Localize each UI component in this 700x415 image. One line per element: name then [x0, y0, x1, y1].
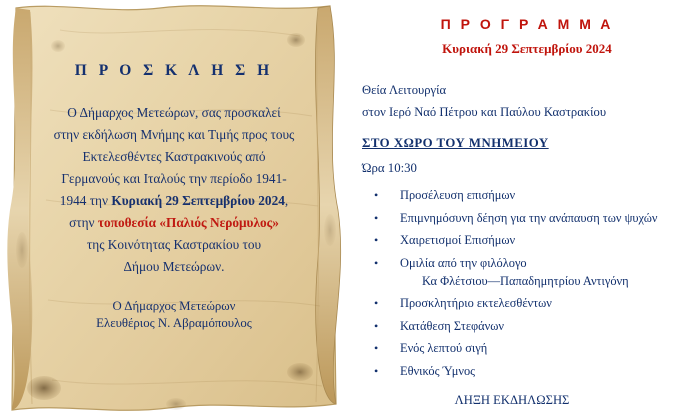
- list-item: [362, 341, 692, 356]
- bullet-icon: •: [374, 210, 379, 225]
- list-item-sublabel: Κα Φλέτσιου—Παπαδημητρίου Αντιγόνη: [422, 273, 629, 288]
- list-item: [362, 188, 692, 203]
- programme-church: στον Ιερό Ναό Πέτρου και Παύλου Καστρακίου: [362, 105, 607, 119]
- list-item: [362, 211, 692, 226]
- list-item: [362, 296, 692, 311]
- invitation-line-2: στην εκδήλωση Μνήμης και Τιμής προς τους: [53, 127, 295, 142]
- invitation-body: [28, 102, 320, 278]
- bullet-icon: •: [374, 341, 379, 355]
- bullet-icon: •: [374, 296, 379, 310]
- programme-end-label: ΛΗΞΗ ΕΚΔΗΛΩΣΗΣ: [454, 393, 570, 407]
- invitation-line-1: Ο Δήμαρχος Μετεώρων, σας προσκαλεί: [67, 105, 281, 120]
- bullet-icon: •: [374, 255, 379, 270]
- bullet-icon: •: [374, 188, 379, 202]
- bullet-icon: •: [374, 233, 379, 247]
- list-item-label: Ενός λεπτού σιγή: [400, 341, 488, 355]
- invitation-line-3: Εκτελεσθέντες Καστρακινούς από: [82, 149, 266, 164]
- invitation-line-8: Δήμου Μετεώρων.: [123, 259, 225, 274]
- signature-role: Ο Δήμαρχος Μετεώρων: [112, 299, 236, 313]
- signature-name: Ελευθέριος Ν. Αβραμόπουλος: [96, 316, 252, 330]
- list-item: [362, 256, 692, 289]
- invitation-title: Π Ρ Ο Σ Κ Λ Η Σ Η: [74, 62, 274, 79]
- invitation-scroll: [0, 0, 348, 415]
- list-item-label: Προσέλευση επισήμων: [400, 188, 516, 202]
- programme-title: Π Ρ Ο Γ Ρ Α Μ Μ Α: [440, 16, 614, 32]
- invitation-line-5: [28, 190, 320, 212]
- list-item-label: Ομιλία από την φιλόλογο: [400, 255, 527, 270]
- list-item: [362, 364, 692, 379]
- invitation-line-7: της Κοινότητας Καστρακίου του: [86, 237, 262, 252]
- list-item-label: Εθνικός Ύμνος: [400, 363, 476, 378]
- list-item: [362, 319, 692, 334]
- list-item-label: Χαιρετισμοί Επισήμων: [400, 233, 516, 247]
- list-item-label: Κατάθεση Στεφάνων: [400, 318, 505, 333]
- programme-panel: [362, 0, 692, 415]
- list-item-label: Προσκλητήριο εκτελεσθέντων: [400, 296, 552, 310]
- programme-time: Ώρα 10:30: [362, 161, 417, 175]
- invitation-event-date: Κυριακή 29 Σεπτεμβρίου 2024: [111, 193, 285, 208]
- invitation-line-6-prefix: στην: [69, 215, 98, 230]
- bullet-icon: •: [374, 363, 379, 378]
- list-item-label: Επιμνημόσυνη δέηση για την ανάπαυση των ψυχών: [400, 210, 658, 225]
- programme-item-list: [362, 188, 692, 379]
- invitation-line-5-suffix: ,: [284, 193, 289, 208]
- invitation-location: τοποθεσία «Παλιός Νερόμυλος»: [97, 215, 279, 230]
- bullet-icon: •: [374, 318, 379, 333]
- list-item: [362, 233, 692, 248]
- programme-date: Κυριακή 29 Σεπτεμβρίου 2024: [442, 41, 612, 56]
- programme-venue-heading: ΣΤΟ ΧΩΡΟ ΤΟΥ ΜΝΗΜΕΙΟΥ: [362, 136, 549, 150]
- invitation-text-block: [28, 62, 320, 332]
- invitation-line-4: Γερμανούς και Ιταλούς την περίοδο 1941-: [61, 171, 287, 186]
- programme-liturgy: Θεία Λειτουργία: [362, 83, 447, 97]
- invitation-line-5-prefix: 1944 την: [59, 193, 112, 208]
- invitation-line-6: [28, 212, 320, 234]
- invitation-signature: [28, 298, 320, 332]
